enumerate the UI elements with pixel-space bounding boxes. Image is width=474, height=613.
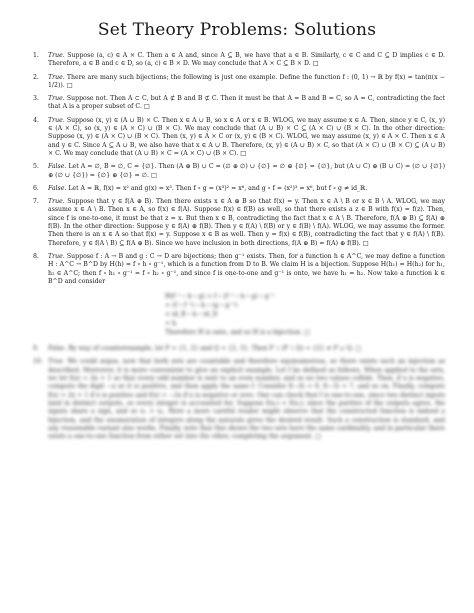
item-verdict: True. [48,198,65,206]
display-equations [165,292,445,337]
item-number: 1. [33,52,39,59]
solution-item-9 [33,345,445,353]
item-text: Suppose (a, c) ∈ A × C. Then a ∈ A and, since A ⊆ B, we have that a ∈ B. Similarly, c ∈ C and C ⊆ D implies c ∈ D. Therefore, a ∈ B and c ∈ D, so (a, c) ∈ B × D. We may conclude that A × C ⊆ B × D. □ [48,52,446,68]
item-number: 4. [33,116,39,124]
item-number: 7. [33,198,39,206]
item-text: Let A = ℝ, f(x) = x² and g(x) = x³. Then f ∘ g = (x³)² = x⁶, and g ∘ f = (x²)³ = x⁶, but f ∘ g ≠ id_ℝ. [68,184,368,192]
item-verdict: False. [48,345,67,353]
page-title: Set Theory Problems: Solutions [97,20,377,40]
item-verdict: False. [48,184,67,192]
equation-line: = id_B ∘ k ∘ id_D [165,311,218,319]
solution-item-2 [33,74,445,91]
item-number: 6. [33,184,39,192]
equation-line: Therefore H is onto, and so H is a bijection. □ [165,329,310,337]
item-number: 5. [33,163,39,171]
solutions-list [33,52,445,446]
item-number: 8. [33,252,39,260]
equation-line: H(f⁻¹ ∘ k ∘ g) = f ∘ (f⁻¹ ∘ k ∘ g) ∘ g⁻¹ [165,293,275,301]
item-verdict: True. [48,73,65,81]
item-verdict: True. [48,116,65,124]
item-text: Let A = ∅, B = ∅, C = {∅}. Then (A ⊕ B) ∪ C = (∅ ⊕ ∅) ∪ {∅} = ∅ ⊕ {∅} = {∅}, but (A ∪ C) ⊕ (B ∪ C) = (∅ ∪ {∅}) ⊕ (∅ ∪ {∅}) = {∅} ⊕ {∅} = ∅. □ [48,163,445,179]
solution-item-3 [33,95,445,112]
solution-item-8 [33,253,445,286]
item-verdict: True. [48,252,65,260]
solution-item-4 [33,117,445,158]
item-text: We could argue, now that both sets are countable and therefore equinumerous, so there exists such an injection as described. Moreover, it is more convenient to give an explicit example. Let f be defined as follows. When applied to the sets, we let f(n) = 2n + 1 so that every odd number is sent to an even number, and so no two values collide. Then, if x is negative, compute the digit −x so it is positive, and then apply the same f. Consider f(−4) = 9, f(−3) = 7, and so on. Finally, compute f(x) = 2x + 1 if x is positive and f(x) = −2x if x is negative or zero. One can check that f is one-to-one, since two distinct inputs land in distinct outputs, so every integer is accounted for. Suppose f(x₁) = f(x₂); since the parities of the outputs agree, the inputs share a sign, and so x₁ = x₂. Here a more careful reader might observe that the constructed function is indeed a bijection, and the enumeration of integers along the naturals gives the desired result. Such a construction is standard, and any reasonable variant also works. Finally, note that this shows the two sets have the same cardinality, and in particular there exists a one-to-one function from either set into the other, completing the argument. □ [48,358,446,441]
item-text: Suppose f : A → B and g : C → D are bijections; then g⁻¹ exists. Then, for a function h ∈ A^C, we may define a function H : A^C → B^D by H(h) = f ∘ h ∘ g⁻¹, which is a function from D to B. We claim H is a bijection. Suppose H(h₁) = H(h₂) for h₁, h₂ ∈ A^C; then f ∘ h₁ ∘ g⁻¹ = f ∘ h₂ ∘ g⁻¹, and since f is one-to-one and g⁻¹ is onto, we have h₁ = h₂. Now take a function k ∈ B^D and consider [48,252,446,285]
equation-line: = (f ∘ f⁻¹) ∘ k ∘ (g ∘ g⁻¹) [165,302,238,310]
item-text: By way of counterexample, let P = {1, 2} and Q = {2, 3}. Then P ∖ (P ∖ Q) = {2} ≠ P ∪ Q. □ [68,345,362,353]
item-number: 2. [33,73,39,81]
item-verdict: True. [48,52,65,59]
solution-item-7 [33,198,445,248]
solution-item-6 [33,185,445,193]
item-verdict: True. [48,95,65,103]
item-verdict: False. [48,163,67,171]
item-text: Suppose (x, y) ∈ (A ∪ B) × C. Then x ∈ A ∪ B, so x ∈ A or x ∈ B. WLOG, we may assume x ∈ A. Then, since y ∈ C, (x, y) ∈ (A × C), so (x, y) ∈ (A × C) ∪ (B × C). We may conclude that (A ∪ B) × C ⊆ (A × C) ∪ (B × C). In the other direction: Suppose (x, y) ∈ (A × C) ∪ (B × C). Then (x, y) ∈ A × C or (x, y) ∈ (B × C). WLOG, we may assume (x, y) ∈ A × C. Then x ∈ A and y ∈ C. Since A ⊆ A ∪ B, we also have that x ∈ A ∪ B. Therefore, (x, y) ∈ (A ∪ B) × C, so that (A × C) ∪ (B × C) ⊆ (A ∪ B) × C. We may conclude that (A ∪ B) × C = (A × C) ∪ (B × C). □ [48,116,445,157]
item-number: 9. [33,345,39,353]
item-number: 3. [33,95,39,103]
item-number: 10. [33,358,43,366]
item-text: Suppose not. Then A ⊂ C, but A ⊄ B and B ⊄ C. Then it must be that A = B and B = C, so A = C, contradicting the fact that A is a proper subset of C. □ [48,95,445,111]
solution-item-10 [33,358,445,441]
solution-item-5 [33,163,445,180]
item-verdict: True. [48,358,65,366]
item-text: There are many such bijections; the following is just one example. Define the function f : (0, 1) → ℝ by f(x) = tan(π(x − 1/2)). □ [48,73,446,89]
item-text: Suppose that y ∈ f(A ⊕ B). Then there exists x ∈ A ⊕ B so that f(x) = y. Then x ∈ A \ B or x ∈ B \ A. WLOG, we may assume x ∈ A \ B. Then x ∈ A, so f(x) ∈ f(A). Suppose f(x) ∈ f(B) as well, so that there exists a z ∈ B with f(x) = f(z). Then, since f is one-to-one, it must be that z = x. But then x ∈ B, contradicting the fact that x ∈ A \ B. Therefore, f(A ⊕ B) ⊆ f(A) ⊕ f(B). In the other direction: Suppose y ∈ f(A) ⊕ f(B). Then y ∈ f(A) \ f(B) or y ∈ f(B) \ f(A). WLOG, we may assume the former. Then there is an x ∈ A so that f(x) = y. Suppose x ∈ B as well. Then y = f(x) ∈ f(B), contradicting the fact that y ∈ f(A) \ f(B). Therefore, y ∈ f(A \ B) ⊆ f(A ⊕ B). Since we have inclusion in both directions, f(A ⊕ B) = f(A) ⊕ f(B). □ [48,198,445,247]
solution-item-1 [33,52,445,69]
equation-line: = k. [165,320,178,328]
